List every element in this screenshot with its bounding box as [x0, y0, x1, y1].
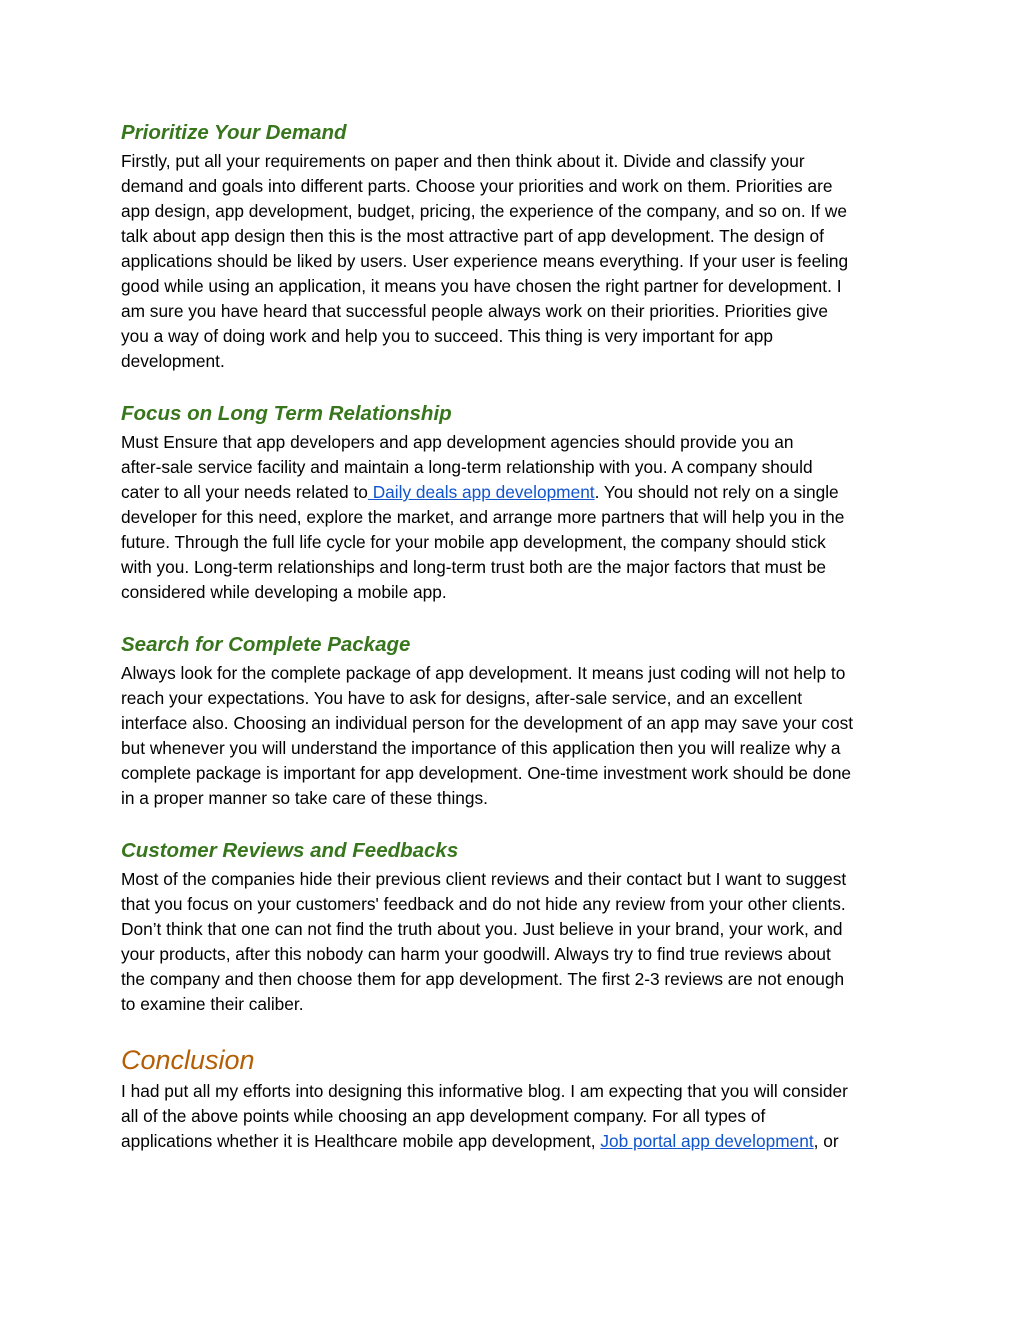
section-body-reviews [121, 867, 911, 1017]
section-heading-reviews: Customer Reviews and Feedbacks [121, 839, 459, 862]
text-line: Always look for the complete package of app development. It means just coding will not help to [121, 663, 846, 683]
text-line: your products, after this nobody can harm your goodwill. Always try to find true reviews about [121, 944, 831, 965]
daily-deals-app-link[interactable]: Daily deals app development [367, 482, 595, 503]
text-line: but whenever you will understand the importance of this application then you will realize why a [121, 738, 841, 759]
text-line: considered while developing a mobile app. [121, 582, 447, 603]
link-suffix-text: , or [813, 1131, 839, 1152]
section-body-prioritize [121, 149, 911, 374]
text-line: that you focus on your customers' feedback and do not hide any review from your other clients. [121, 894, 846, 915]
text-line: with you. Long-term relationships and long-term trust both are the major factors that must be [121, 557, 827, 578]
job-portal-app-link[interactable]: Job portal app development [600, 1131, 814, 1152]
text-line-with-link [121, 480, 911, 505]
text-line: to examine their caliber. [121, 994, 304, 1015]
section-heading-prioritize: Prioritize Your Demand [121, 121, 347, 144]
link-prefix-text: applications whether it is Healthcare mobile app development, [121, 1131, 601, 1152]
text-line: after-sale service facility and maintain a long-term relationship with you. A company should [121, 457, 813, 478]
text-line: complete package is important for app development. One-time investment work should be done [121, 763, 852, 784]
section-body-relationship [121, 430, 911, 605]
text-line: demand and goals into different parts. Choose your priorities and work on them. Priorities are [121, 176, 833, 197]
link-suffix-text: . You should not rely on a single [594, 482, 839, 503]
text-line: development. [121, 351, 225, 372]
text-line: the company and then choose them for app development. The first 2-3 reviews are not enough [121, 969, 845, 990]
link-prefix-text: cater to all your needs related to [121, 482, 368, 503]
text-line: good while using an application, it means you have chosen the right partner for development. I [121, 276, 842, 297]
text-line: Most of the companies hide their previous client reviews and their contact but I want to suggest [121, 869, 847, 889]
text-line: Must Ensure that app developers and app development agencies should provide you an [121, 432, 794, 452]
text-line: applications should be liked by users. User experience means everything. If your user is feeling [121, 251, 849, 272]
text-line-with-link [121, 1129, 911, 1154]
text-line: developer for this need, explore the market, and arrange more partners that will help you in the [121, 507, 845, 528]
section-heading-package: Search for Complete Package [121, 633, 411, 656]
text-line: you a way of doing work and help you to succeed. This thing is very important for app [121, 326, 773, 347]
text-line: interface also. Choosing an individual person for the development of an app may save your cost [121, 713, 854, 734]
text-line: all of the above points while choosing an app development company. For all types of [121, 1106, 766, 1127]
text-line: Firstly, put all your requirements on paper and then think about it. Divide and classify your [121, 151, 805, 171]
text-line: app design, app development, budget, pricing, the experience of the company, and so on. If we [121, 201, 847, 222]
text-line: Don’t think that one can not find the truth about you. Just believe in your brand, your work, and [121, 919, 843, 940]
conclusion-body [121, 1079, 911, 1154]
text-line: reach your expectations. You have to ask for designs, after-sale service, and an excellent [121, 688, 803, 709]
text-line: I had put all my efforts into designing this informative blog. I am expecting that you will consider [121, 1081, 848, 1101]
text-line: in a proper manner so take care of these things. [121, 788, 488, 809]
conclusion-heading: Conclusion [121, 1045, 255, 1075]
section-body-package [121, 661, 911, 811]
text-line: talk about app design then this is the most attractive part of app development. The design of [121, 226, 824, 247]
text-line: future. Through the full life cycle for your mobile app development, the company should stick [121, 532, 826, 553]
text-line: am sure you have heard that successful people always work on their priorities. Priorities give [121, 301, 828, 322]
section-heading-relationship: Focus on Long Term Relationship [121, 402, 452, 425]
